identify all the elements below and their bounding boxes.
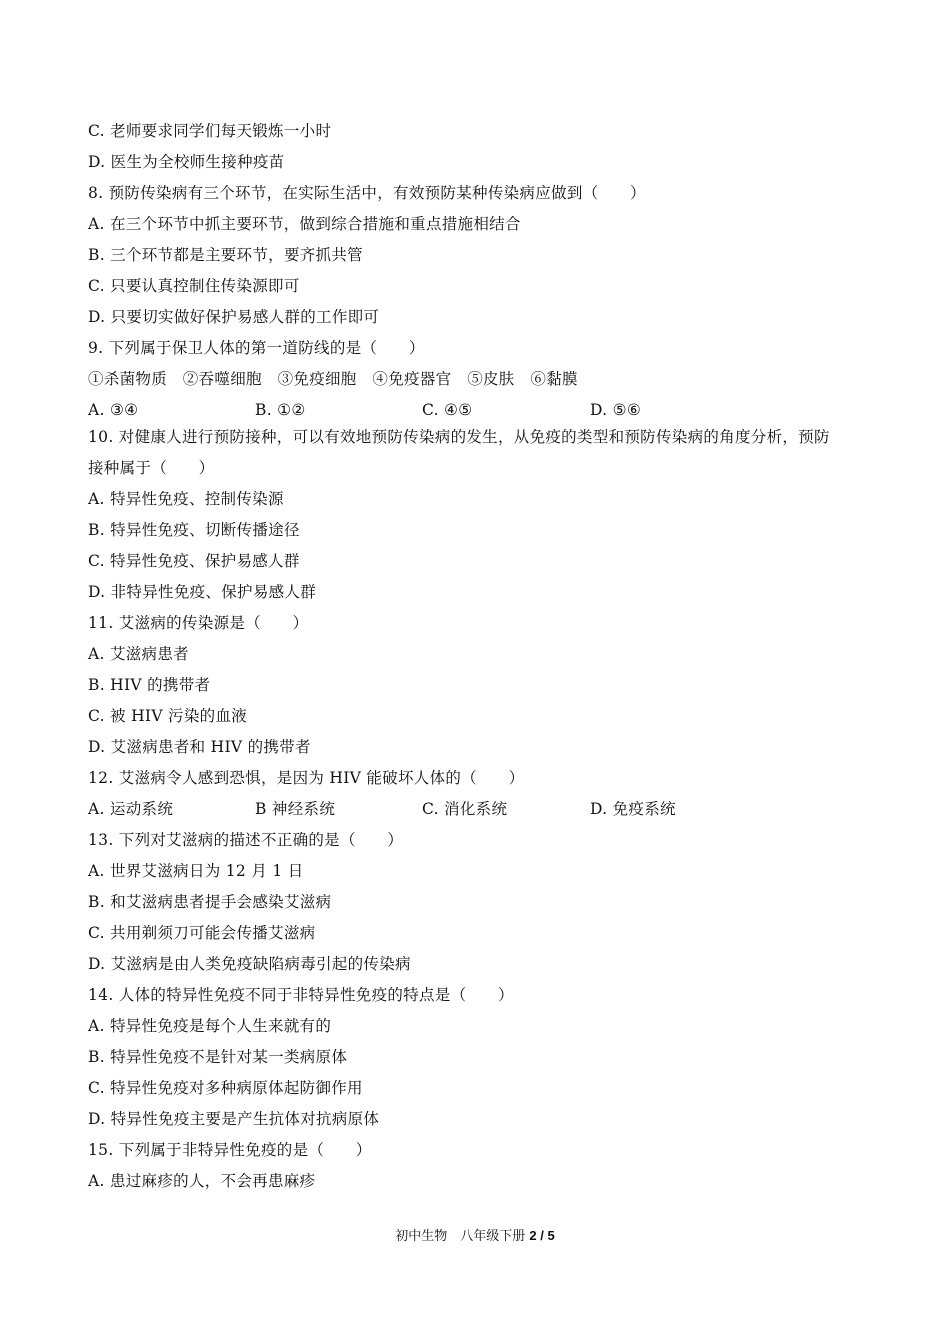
q8-option-a: A. 在三个环节中抓主要环节，做到综合措施和重点措施相结合 bbox=[88, 215, 521, 233]
q11-option-a: A. 艾滋病患者 bbox=[88, 645, 189, 663]
q9-stem: 9. 下列属于保卫人体的第一道防线的是（ ） bbox=[88, 339, 425, 357]
q15-option-a: A. 患过麻疹的人，不会再患麻疹 bbox=[88, 1172, 316, 1190]
q10-stem-line2: 接种属于（ ） bbox=[88, 459, 215, 477]
q12-option-c: C. 消化系统 bbox=[422, 800, 508, 818]
q11-option-d: D. 艾滋病患者和 HIV 的携带者 bbox=[88, 738, 311, 756]
q9-option-b: B. ①② bbox=[255, 401, 306, 419]
q9-items: ①杀菌物质 ②吞噬细胞 ③免疫细胞 ④免疫器官 ⑤皮肤 ⑥黏膜 bbox=[88, 370, 578, 388]
q15-stem: 15. 下列属于非特异性免疫的是（ ） bbox=[88, 1141, 372, 1159]
page-number: 2 / 5 bbox=[529, 1228, 555, 1243]
q11-stem: 11. 艾滋病的传染源是（ ） bbox=[88, 614, 309, 632]
q12-option-d: D. 免疫系统 bbox=[590, 800, 676, 818]
q8-stem: 8. 预防传染病有三个环节，在实际生活中，有效预防某种传染病应做到（ ） bbox=[88, 184, 646, 202]
q14-option-a: A. 特异性免疫是每个人生来就有的 bbox=[88, 1017, 332, 1035]
q13-option-d: D. 艾滋病是由人类免疫缺陷病毒引起的传染病 bbox=[88, 955, 411, 973]
q14-option-d: D. 特异性免疫主要是产生抗体对抗病原体 bbox=[88, 1110, 380, 1128]
q7-option-c: C. 老师要求同学们每天锻炼一小时 bbox=[88, 122, 332, 140]
q7-option-d: D. 医生为全校师生接种疫苗 bbox=[88, 153, 285, 171]
q10-option-d: D. 非特异性免疫、保护易感人群 bbox=[88, 583, 317, 601]
page-footer bbox=[0, 1227, 950, 1246]
q13-stem: 13. 下列对艾滋病的描述不正确的是（ ） bbox=[88, 831, 404, 849]
q12-stem: 12. 艾滋病令人感到恐惧，是因为 HIV 能破坏人体的（ ） bbox=[88, 769, 525, 787]
footer-label: 初中生物 八年级下册 bbox=[395, 1229, 526, 1244]
q12-option-b: B 神经系统 bbox=[255, 800, 336, 818]
q14-stem: 14. 人体的特异性免疫不同于非特异性免疫的特点是（ ） bbox=[88, 986, 514, 1004]
q9-option-a: A. ③④ bbox=[88, 401, 139, 419]
q9-option-c: C. ④⑤ bbox=[422, 401, 473, 419]
q13-option-a: A. 世界艾滋病日为 12 月 1 日 bbox=[88, 862, 304, 880]
q9-option-d: D. ⑤⑥ bbox=[590, 401, 642, 419]
q13-option-c: C. 共用剃须刀可能会传播艾滋病 bbox=[88, 924, 316, 942]
q12-option-a: A. 运动系统 bbox=[88, 800, 174, 818]
q11-option-c: C. 被 HIV 污染的血液 bbox=[88, 707, 248, 725]
q10-option-b: B. 特异性免疫、切断传播途径 bbox=[88, 521, 300, 539]
q8-option-d: D. 只要切实做好保护易感人群的工作即可 bbox=[88, 308, 380, 326]
q8-option-c: C. 只要认真控制住传染源即可 bbox=[88, 277, 300, 295]
q10-stem-line1: 10. 对健康人进行预防接种，可以有效地预防传染病的发生，从免疫的类型和预防传染病的角度分析，预防 bbox=[88, 428, 830, 446]
q10-option-c: C. 特异性免疫、保护易感人群 bbox=[88, 552, 300, 570]
q11-option-b: B. HIV 的携带者 bbox=[88, 676, 211, 694]
q14-option-c: C. 特异性免疫对多种病原体起防御作用 bbox=[88, 1079, 363, 1097]
q14-option-b: B. 特异性免疫不是针对某一类病原体 bbox=[88, 1048, 348, 1066]
q8-option-b: B. 三个环节都是主要环节，要齐抓共管 bbox=[88, 246, 363, 264]
q10-option-a: A. 特异性免疫、控制传染源 bbox=[88, 490, 284, 508]
q13-option-b: B. 和艾滋病患者提手会感染艾滋病 bbox=[88, 893, 332, 911]
